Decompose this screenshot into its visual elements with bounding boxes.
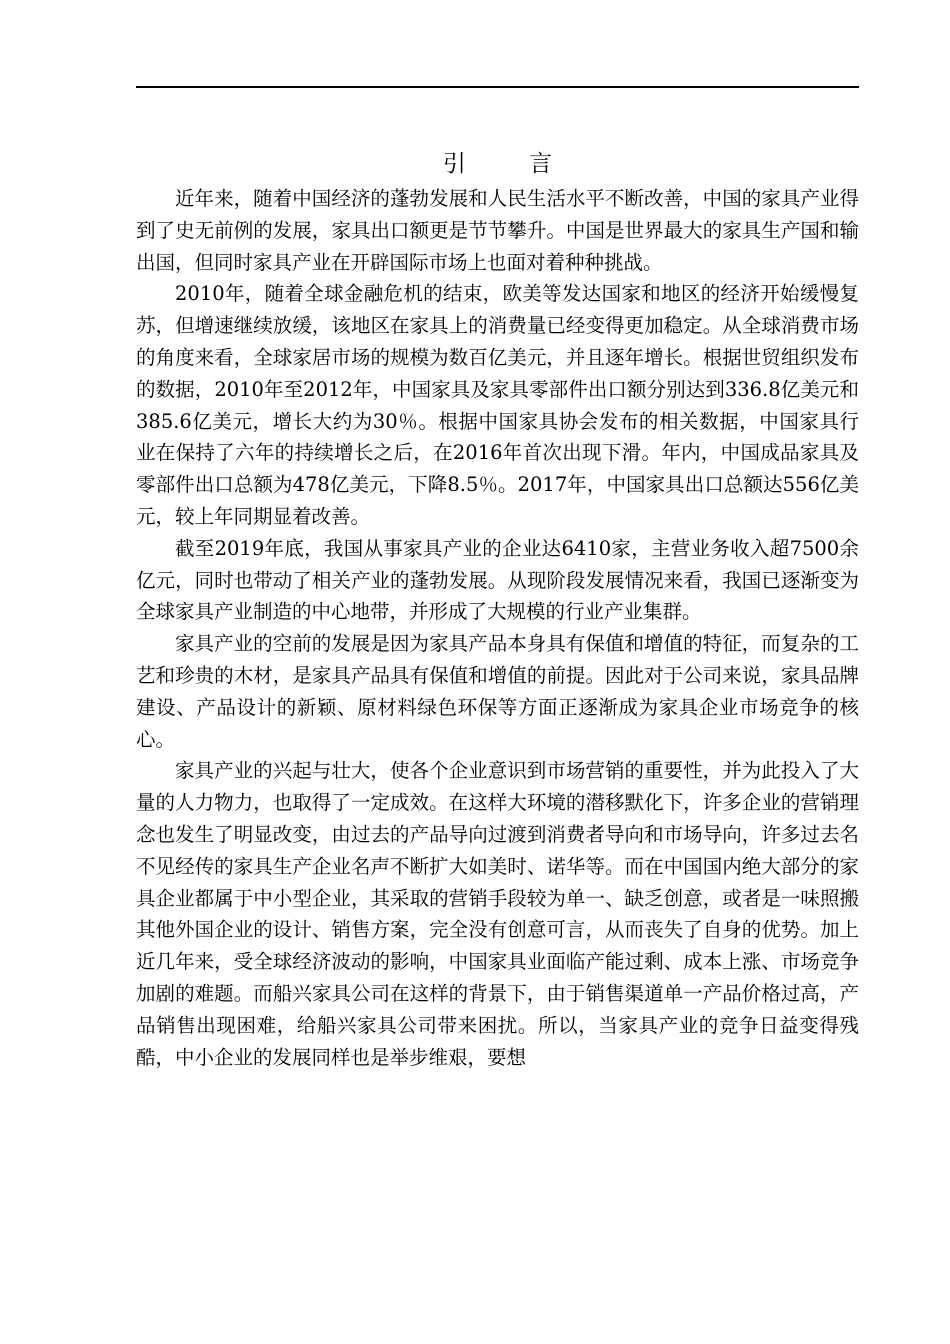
body-text — [136, 183, 859, 1073]
paragraph-4: 家具产业的空前的发展是因为家具产品本身具有保值和增值的特征，而复杂的工艺和珍贵的木材，是家具产品具有保值和增值的前提。因此对于公司来说，家具品牌建设、产品设计的新颖、原材料绿色环保等方面正逐渐成为家具企业市场竞争的核心。 — [136, 632, 859, 751]
paragraph-2: 2010年，随着全球金融危机的结束，欧美等发达国家和地区的经济开始缓慢复苏，但增速继续放缓，该地区在家具上的消费量已经变得更加稳定。从全球消费市场的角度来看，全球家居市场的规模为数百亿美元，并且逐年增长。根据世贸组织发布的数据，2010年至2012年，中国家具及家具零部件出口额分别达到336.8亿美元和385.6亿美元，增长大约为30％。根据中国家具协会发布的相关数据，中国家具行业在保持了六年的持续增长之后，在2016年首次出现下滑。年内，中国成品家具及零部件出口总额为478亿美元，下降8.5％。2017年，中国家具出口总额达556亿美元，较上年同期显着改善。 — [136, 282, 859, 528]
paragraph-3: 截至2019年底，我国从事家具产业的企业达6410家，主营业务收入超7500余亿元，同时也带动了相关产业的蓬勃发展。从现阶段发展情况来看，我国已逐渐变为全球家具产业制造的中心地带，并形成了大规模的行业产业集群。 — [136, 536, 859, 624]
paragraph-1: 近年来，随着中国经济的蓬勃发展和人民生活水平不断改善，中国的家具产业得到了史无前例的发展，家具出口额更是节节攀升。中国是世界最大的家具生产国和输出国，但同时家具产业在开辟国际市场上也面对着种种挑战。 — [136, 187, 859, 274]
paragraph-5: 家具产业的兴起与壮大，使各个企业意识到市场营销的重要性，并为此投入了大量的人力物力，也取得了一定成效。在这样大环境的潜移默化下，许多企业的营销理念也发生了明显改变，由过去的产品导向过渡到消费者导向和市场导向，许多过去名不见经传的家具生产企业名声不断扩大如美时、诺华等。而在中国国内绝大部分的家具企业都属于中小型企业，其采取的营销手段较为单一、缺乏创意，或者是一味照搬其他外国企业的设计、销售方案，完全没有创意可言，从而丧失了自身的优势。加上近几年来，受全球经济波动的影响，中国家具业面临产能过剩、成本上涨、市场竞争加剧的难题。而船兴家具公司在这样的背景下，由于销售渠道单一产品价格过高，产品销售出现困难，给船兴家具公司带来困扰。所以，当家具产业的竞争日益变得残酷，中小企业的发展同样也是举步维艰，要想 — [136, 759, 859, 1069]
header-rule — [136, 86, 859, 88]
page-title: 引 言 — [442, 151, 581, 177]
